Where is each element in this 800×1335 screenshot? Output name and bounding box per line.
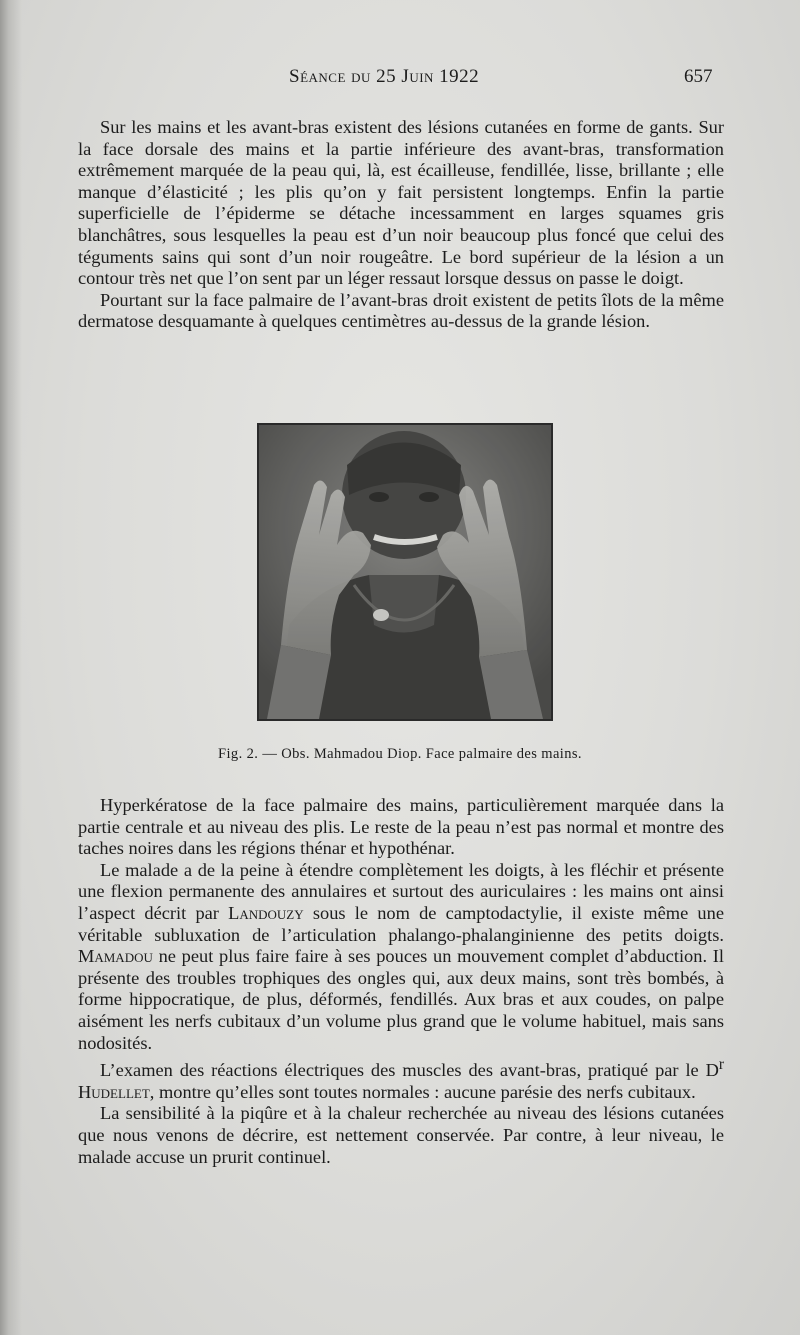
paragraph: Pourtant sur la face palmaire de l’avant-bras droit existent de petits îlots de la même dermatose desquamante à quelques centimètres au-dessus de la grande lésion. (78, 289, 724, 332)
page-number: 657 (684, 66, 713, 87)
text-run: ne peut plus faire faire à ses pouces un mouvement complet d’abduction. Il présente des troubles trophiques des ongles qui, aux deux mains, sont très bombés, à forme hippocratique, de plus, déformés, fendillés. Aux bras et aux coudes, on palpe aisément les nerfs cubitaux d’un volume plus grand que le volume habituel, mais sans nodosités. (78, 946, 724, 1053)
author-name: Landouzy (228, 902, 304, 923)
paragraph: Sur les mains et les avant-bras existent des lésions cutanées en forme de gants. Sur la face dorsale des mains et la partie inférieure des avant-bras, transformation extrêmement marquée de la peau qui, là, est écailleuse, fendillée, lisse, brillante ; elle manque d’élasticité ; les plis qu’on y fait persistent longtemps. Enfin la partie superficielle de l’épiderme se détache incessamment en larges squames gris blanchâtres, sous lesquelles la peau est d’un noir beaucoup plus foncé que celui des téguments sains qui sont d’un noir rougeâtre. Le bord supérieur de la lésion a un contour très net que l’on sent par un léger ressaut lorsque dessus on passe le doigt. (78, 117, 724, 289)
doctor-name: Hudellet (78, 1081, 150, 1102)
spine-shadow (0, 0, 22, 1335)
running-head (0, 66, 800, 92)
figure-caption: Fig. 2. — Obs. Mahmadou Diop. Face palmaire des mains. (218, 746, 582, 762)
patient-name: Mamadou (78, 946, 153, 967)
text-run: Le malade a de la peine à étendre complètement les doigts, à les fléchir et présente une flexion permanente des annulaires et surtout des auriculaires : les mains ont ainsi l’aspect décrit par (78, 859, 724, 923)
title-superscript: r (718, 1056, 724, 1074)
paragraph: Hyperkératose de la face palmaire des mains, particulièrement marquée dans la partie centrale et au niveau des plis. Le reste de la peau n’est pas normal et montre des taches noires dans les régions thénar et hypothénar. (78, 795, 724, 859)
running-title: Séance du 25 Juin 1922 (289, 66, 480, 87)
text-block-bottom (78, 795, 724, 1168)
text-run: sous le nom de camptodactylie, il existe même une véritable subluxation de l’articulation phalango-phalanginienne des petits doigts. (78, 902, 724, 945)
patient-photo-illustration (259, 425, 551, 719)
text-run: L’examen des réactions électriques des muscles des avant-bras, pratiqué par le D (100, 1060, 719, 1081)
paragraph: La sensibilité à la piqûre et à la chaleur recherchée au niveau des lésions cutanées que nous venons de décrire, est nettement conservée. Par contre, à leur niveau, le malade accuse un prurit continuel. (78, 1103, 724, 1167)
text-run: , montre qu’elles sont toutes normales : aucune parésie des nerfs cubitaux. (149, 1081, 696, 1102)
text-block-top (78, 117, 724, 333)
figure-photograph (257, 423, 553, 721)
paragraph (78, 860, 724, 1054)
paragraph (78, 1054, 724, 1103)
